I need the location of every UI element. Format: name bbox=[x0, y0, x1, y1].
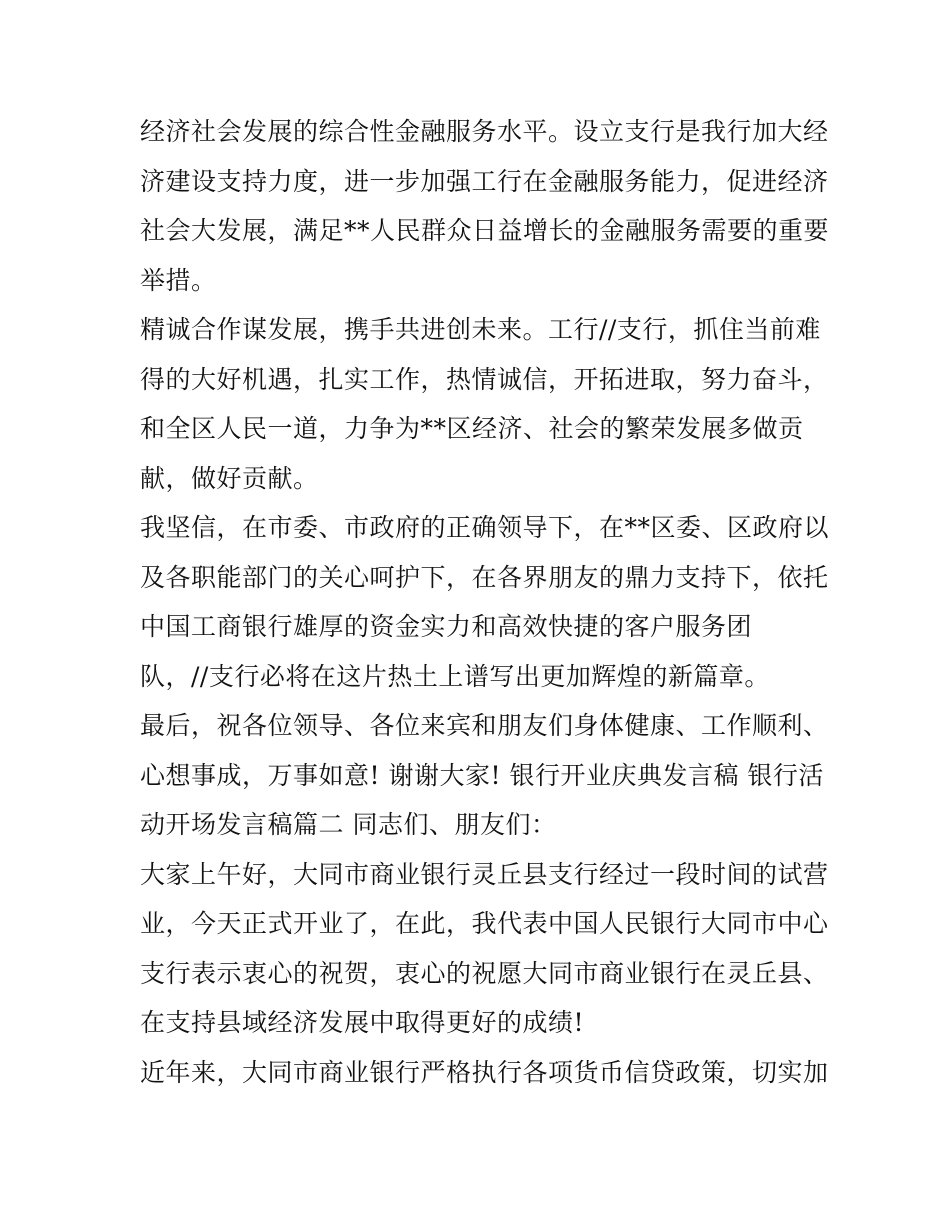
text-line: 举措。 bbox=[140, 265, 217, 295]
text-line: 队，//支行必将在这片热土上谱写出更加辉煌的新篇章。 bbox=[140, 661, 770, 691]
text-line: 及各职能部门的关心呵护下，在各界朋友的鼎力支持下，依托 bbox=[140, 562, 829, 592]
text-line: 大家上午好，大同市商业银行灵丘县支行经过一段时间的试营 bbox=[140, 859, 829, 889]
text-line: 社会大发展，满足**人民群众日益增长的金融服务需要的重要 bbox=[140, 216, 830, 245]
text-line: 支行表示衷心的祝贺，衷心的祝愿大同市商业银行在灵丘县、 bbox=[140, 958, 829, 988]
text-line: 济建设支持力度，进一步加强工行在金融服务能力，促进经济 bbox=[140, 166, 829, 196]
text-line: 近年来，大同市商业银行严格执行各项货币信贷政策，切实加 bbox=[140, 1057, 829, 1087]
text-line: 献，做好贡献。 bbox=[140, 463, 319, 493]
text-line: 心想事成，万事如意! 谢谢大家! 银行开业庆典发言稿 银行活 bbox=[140, 760, 824, 790]
text-line: 业，今天正式开业了，在此，我代表中国人民银行大同市中心 bbox=[140, 909, 829, 938]
document-body bbox=[140, 107, 830, 1097]
text-line: 精诚合作谋发展，携手共进创未来。工行//支行，抓住当前难 bbox=[140, 315, 821, 344]
text-line: 在支持县域经济发展中取得更好的成绩! bbox=[140, 1008, 585, 1037]
text-line: 最后，祝各位领导、各位来宾和朋友们身体健康、工作顺利、 bbox=[140, 711, 829, 740]
text-line: 中国工商银行雄厚的资金实力和高效快捷的客户服务团 bbox=[140, 612, 753, 641]
text-line: 和全区人民一道，力争为**区经济、社会的繁荣发展多做贡 bbox=[140, 414, 804, 443]
text-line: 动开场发言稿篇二 同志们、朋友们： bbox=[140, 810, 557, 839]
text-line: 得的大好机遇，扎实工作，热情诚信，开拓进取，努力奋斗， bbox=[140, 364, 829, 394]
text-line: 经济社会发展的综合性金融服务水平。设立支行是我行加大经 bbox=[140, 117, 829, 146]
text-line: 我坚信，在市委、市政府的正确领导下，在**区委、区政府以 bbox=[140, 513, 830, 542]
